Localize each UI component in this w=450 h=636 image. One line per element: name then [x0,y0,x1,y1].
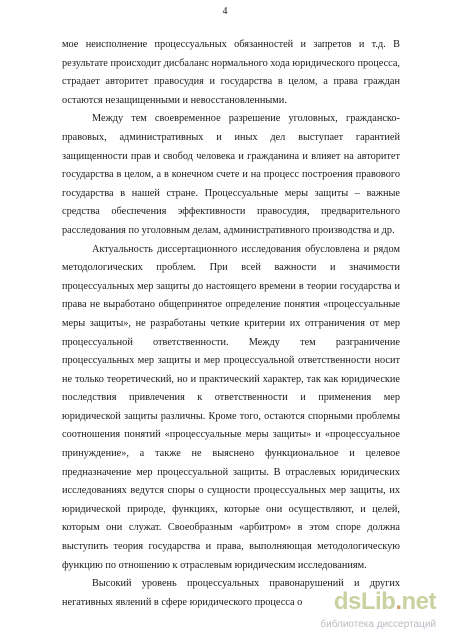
watermark-logo-dot: . [395,588,402,615]
watermark-subtitle: библиотека диссертаций [320,619,436,630]
watermark-logo [334,588,436,616]
page-number: 4 [222,6,228,17]
watermark-logo-main: dsLib [333,588,396,615]
dslib-watermark [316,588,436,630]
paragraph: Актуальность диссертационного исследования обусловлена и рядом методологических проблем. При всей важности и значимости процессуальных мер защиты до настоящего времени в теории государства и права не выработано общепринятое определение понятия «процессуальные меры защиты», не разработаны четкие критерии их отграничения от мер процессуальной ответственности. Между тем разграничение процессуальных мер защиты и мер процессуальной ответственности носит не только теоретический, но и практический характер, так как юридические последствия привлечения к ответственности и применения мер юридической защиты различны. Кроме того, остаются спорными проблемы соотношения понятий «процессуальные меры защиты» и «процессуальное принуждение», а также не выяснено функциональное и целевое предназначение мер процессуальной защиты. В отраслевых юридических исследованиях ведутся споры о сущности процессуальных мер защиты, их юридической природе, функциях, которые они осуществляют, и целей, которым они служат. Своеобразным «арбитром» в этом споре должна выступить теория государства и права, выполняющая методологическую функцию по отношению к отраслевым юридическим исследованиям. [62,243,400,571]
watermark-logo-tld: net [401,588,436,615]
paragraph: Высокий уровень процессуальных правонарушений и других негативных явлений в сфере юридического процесса о [62,578,400,608]
paragraph: Между тем своевременное разрешение уголовных, гражданско-правовых, административных и иных дел выступает гарантией защищенности прав и свобод человека и гражданина и влияет на авторитет государства в целом, а в конечном счете и на процесс построения правового государства в нашей стране. Процессуальные меры защиты – важные средства обеспечения эффективности правосудия, предварительного расследования по уголовным делам, административного производства и др. [62,113,400,236]
paragraph: мое неисполнение процессуальных обязанностей и запретов и т.д. В результате происходит дисбаланс нормального хода юридического процесса, страдает авторитет правосудия и государства в целом, а права граждан остаются незащищенными и невосстановленными. [62,39,400,106]
document-body [62,36,400,612]
